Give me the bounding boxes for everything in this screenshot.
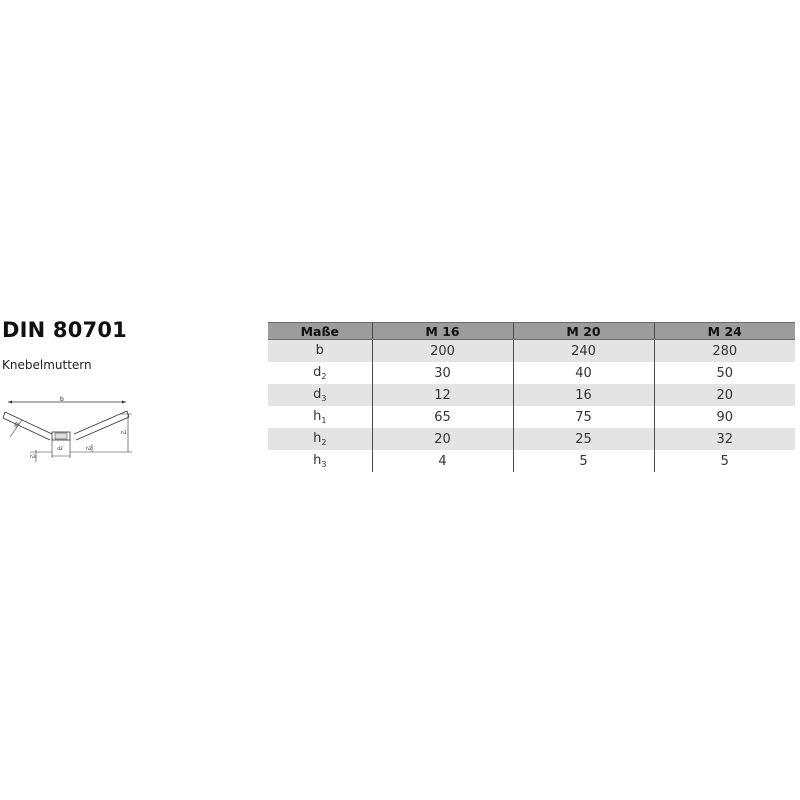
table-cell: 280 [654,340,795,363]
page-title: DIN 80701 [2,318,127,342]
table-cell: 65 [372,406,513,428]
symbol-letter: d [313,365,322,380]
symbol-subscript: 3 [321,394,327,403]
symbol-subscript: 2 [321,372,327,381]
table-cell: 5 [513,450,654,472]
row-symbol [268,450,372,472]
symbol-subscript: 3 [321,460,327,469]
symbol-letter: h [313,431,322,446]
right-arm-top-edge [74,411,127,434]
page-subtitle: Knebelmuttern [2,358,92,372]
row-symbol [268,428,372,450]
dim-label-d2: d2 [57,447,63,452]
row-symbol [268,384,372,406]
table-cell: 200 [372,340,513,363]
column-header: M 20 [513,323,654,340]
wing-nut-technical-drawing [0,392,140,472]
row-symbol [268,406,372,428]
table-header-row [268,323,795,340]
column-header: M 24 [654,323,795,340]
table-cell: 20 [372,428,513,450]
table-cell: 50 [654,362,795,384]
dimensions-table [268,322,795,472]
symbol-letter: d [313,387,322,402]
table-cell: 4 [372,450,513,472]
column-header: Maße [268,323,372,340]
row-symbol [268,340,372,363]
table-row [268,384,795,406]
table-cell: 25 [513,428,654,450]
dim-label-h2: h2 [86,447,92,452]
table-cell: 240 [513,340,654,363]
table-cell: 75 [513,406,654,428]
table-row [268,362,795,384]
table-row [268,406,795,428]
table-cell: 40 [513,362,654,384]
table-cell: 20 [654,384,795,406]
left-arm-top-edge [5,412,52,434]
dim-label-h1: h1 [121,431,127,436]
table-cell: 30 [372,362,513,384]
table-cell: 16 [513,384,654,406]
table-cell: 12 [372,384,513,406]
right-arm-bottom-edge [76,417,129,440]
symbol-letter: b [315,343,324,358]
symbol-subscript: 2 [321,438,327,447]
table-cell: 32 [654,428,795,450]
dim-label-d3: d3 [13,421,21,430]
column-header: M 16 [372,323,513,340]
dim-label-b: b [60,396,64,403]
symbol-subscript: 1 [321,416,327,425]
row-symbol [268,362,372,384]
table-row [268,340,795,363]
symbol-letter: h [313,453,322,468]
table-cell: 5 [654,450,795,472]
dim-label-h3: h3 [30,455,36,460]
table-row [268,450,795,472]
symbol-letter: h [313,409,322,424]
table-row [268,428,795,450]
table-cell: 90 [654,406,795,428]
